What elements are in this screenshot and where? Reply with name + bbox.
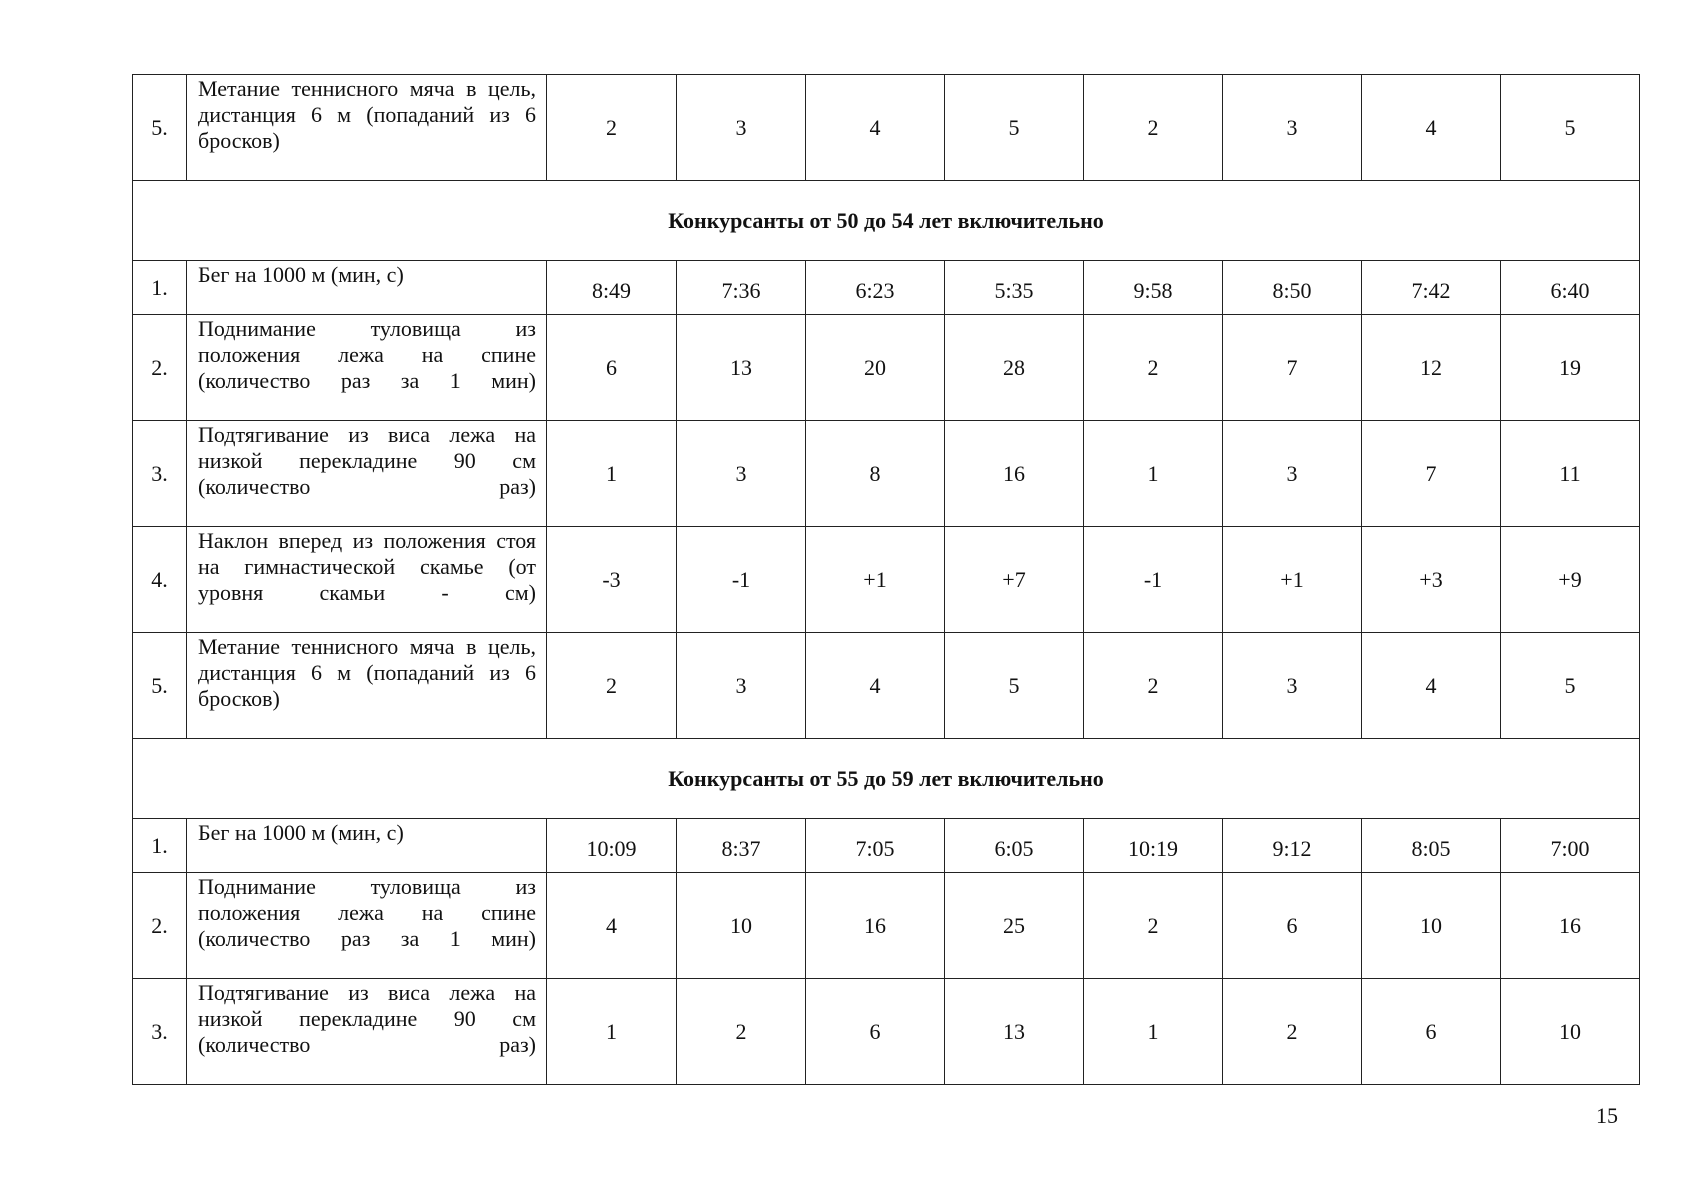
norm-value: 19	[1501, 315, 1640, 421]
section-title: Конкурсанты от 50 до 54 лет включительно	[133, 181, 1640, 261]
exercise-description: Подтягивание из виса лежа на низкой перекладине 90 см (количество раз)	[187, 421, 547, 527]
norm-value: 1	[547, 979, 677, 1085]
norm-value: 2	[547, 75, 677, 181]
norm-value: -1	[677, 527, 806, 633]
norm-value: 2	[1084, 75, 1223, 181]
norm-value: 16	[1501, 873, 1640, 979]
norm-value: 7:00	[1501, 819, 1640, 873]
norm-value: 7:05	[806, 819, 945, 873]
norm-value: 6	[1362, 979, 1501, 1085]
norm-value: 28	[945, 315, 1084, 421]
norm-value: 5	[1501, 633, 1640, 739]
exercise-description: Бег на 1000 м (мин, с)	[187, 819, 547, 873]
norm-value: 13	[945, 979, 1084, 1085]
norm-value: 3	[677, 421, 806, 527]
row-number: 5.	[133, 633, 187, 739]
norm-value: 2	[1084, 873, 1223, 979]
table-row	[133, 261, 1640, 315]
norms-table	[132, 74, 1640, 1085]
table-row	[133, 75, 1640, 181]
norm-value: 4	[1362, 75, 1501, 181]
norm-value: 8:37	[677, 819, 806, 873]
norm-value: 7:36	[677, 261, 806, 315]
norm-value: 8	[806, 421, 945, 527]
norm-value: 6:23	[806, 261, 945, 315]
row-number: 4.	[133, 527, 187, 633]
row-number: 3.	[133, 421, 187, 527]
norm-value: 10	[1362, 873, 1501, 979]
table-row	[133, 421, 1640, 527]
table-row	[133, 527, 1640, 633]
norm-value: 5:35	[945, 261, 1084, 315]
norm-value: 3	[677, 633, 806, 739]
exercise-description: Наклон вперед из положения стоя на гимнастической скамье (от уровня скамьи - см)	[187, 527, 547, 633]
norm-value: +1	[806, 527, 945, 633]
row-number: 1.	[133, 261, 187, 315]
norm-value: 2	[677, 979, 806, 1085]
norm-value: 4	[806, 633, 945, 739]
norm-value: 20	[806, 315, 945, 421]
norm-value: 3	[1223, 633, 1362, 739]
exercise-description: Бег на 1000 м (мин, с)	[187, 261, 547, 315]
norm-value: 12	[1362, 315, 1501, 421]
section-header-row	[133, 739, 1640, 819]
norm-value: 7	[1362, 421, 1501, 527]
norm-value: 6	[547, 315, 677, 421]
norm-value: 6:05	[945, 819, 1084, 873]
norm-value: 2	[1084, 633, 1223, 739]
table-row	[133, 819, 1640, 873]
norm-value: -1	[1084, 527, 1223, 633]
row-number: 5.	[133, 75, 187, 181]
norm-value: 9:58	[1084, 261, 1223, 315]
exercise-description: Метание теннисного мяча в цель, дистанция 6 м (попаданий из 6 бросков)	[187, 75, 547, 181]
norm-value: 10:09	[547, 819, 677, 873]
norm-value: 6	[806, 979, 945, 1085]
norm-value: 4	[547, 873, 677, 979]
norm-value: 3	[1223, 421, 1362, 527]
norm-value: 11	[1501, 421, 1640, 527]
norm-value: 3	[677, 75, 806, 181]
row-number: 1.	[133, 819, 187, 873]
exercise-description: Поднимание туловища из положения лежа на спине (количество раз за 1 мин)	[187, 315, 547, 421]
norm-value: 2	[547, 633, 677, 739]
norm-value: 25	[945, 873, 1084, 979]
norm-value: +7	[945, 527, 1084, 633]
norm-value: 16	[806, 873, 945, 979]
norm-value: 8:05	[1362, 819, 1501, 873]
norm-value: 13	[677, 315, 806, 421]
norm-value: +9	[1501, 527, 1640, 633]
section-title: Конкурсанты от 55 до 59 лет включительно	[133, 739, 1640, 819]
norm-value: 5	[945, 75, 1084, 181]
norm-value: 8:50	[1223, 261, 1362, 315]
norm-value: 3	[1223, 75, 1362, 181]
norm-value: 10:19	[1084, 819, 1223, 873]
table-row	[133, 979, 1640, 1085]
norm-value: 9:12	[1223, 819, 1362, 873]
norm-value: 7	[1223, 315, 1362, 421]
norm-value: +1	[1223, 527, 1362, 633]
norm-value: 6:40	[1501, 261, 1640, 315]
norm-value: 1	[1084, 421, 1223, 527]
norm-value: 8:49	[547, 261, 677, 315]
norm-value: 4	[1362, 633, 1501, 739]
norm-value: 4	[806, 75, 945, 181]
norm-value: 5	[945, 633, 1084, 739]
row-number: 2.	[133, 315, 187, 421]
norm-value: 10	[677, 873, 806, 979]
norms-table-container	[132, 74, 1639, 1085]
norm-value: 1	[1084, 979, 1223, 1085]
norm-value: 1	[547, 421, 677, 527]
norm-value: 10	[1501, 979, 1640, 1085]
table-row	[133, 633, 1640, 739]
table-row	[133, 315, 1640, 421]
row-number: 3.	[133, 979, 187, 1085]
norm-value: -3	[547, 527, 677, 633]
exercise-description: Подтягивание из виса лежа на низкой перекладине 90 см (количество раз)	[187, 979, 547, 1085]
section-header-row	[133, 181, 1640, 261]
norm-value: 2	[1223, 979, 1362, 1085]
page-number: 15	[1596, 1103, 1618, 1128]
norm-value: +3	[1362, 527, 1501, 633]
row-number: 2.	[133, 873, 187, 979]
exercise-description: Поднимание туловища из положения лежа на спине (количество раз за 1 мин)	[187, 873, 547, 979]
norm-value: 6	[1223, 873, 1362, 979]
norm-value: 5	[1501, 75, 1640, 181]
norm-value: 7:42	[1362, 261, 1501, 315]
norm-value: 2	[1084, 315, 1223, 421]
exercise-description: Метание теннисного мяча в цель, дистанция 6 м (попаданий из 6 бросков)	[187, 633, 547, 739]
norm-value: 16	[945, 421, 1084, 527]
table-row	[133, 873, 1640, 979]
